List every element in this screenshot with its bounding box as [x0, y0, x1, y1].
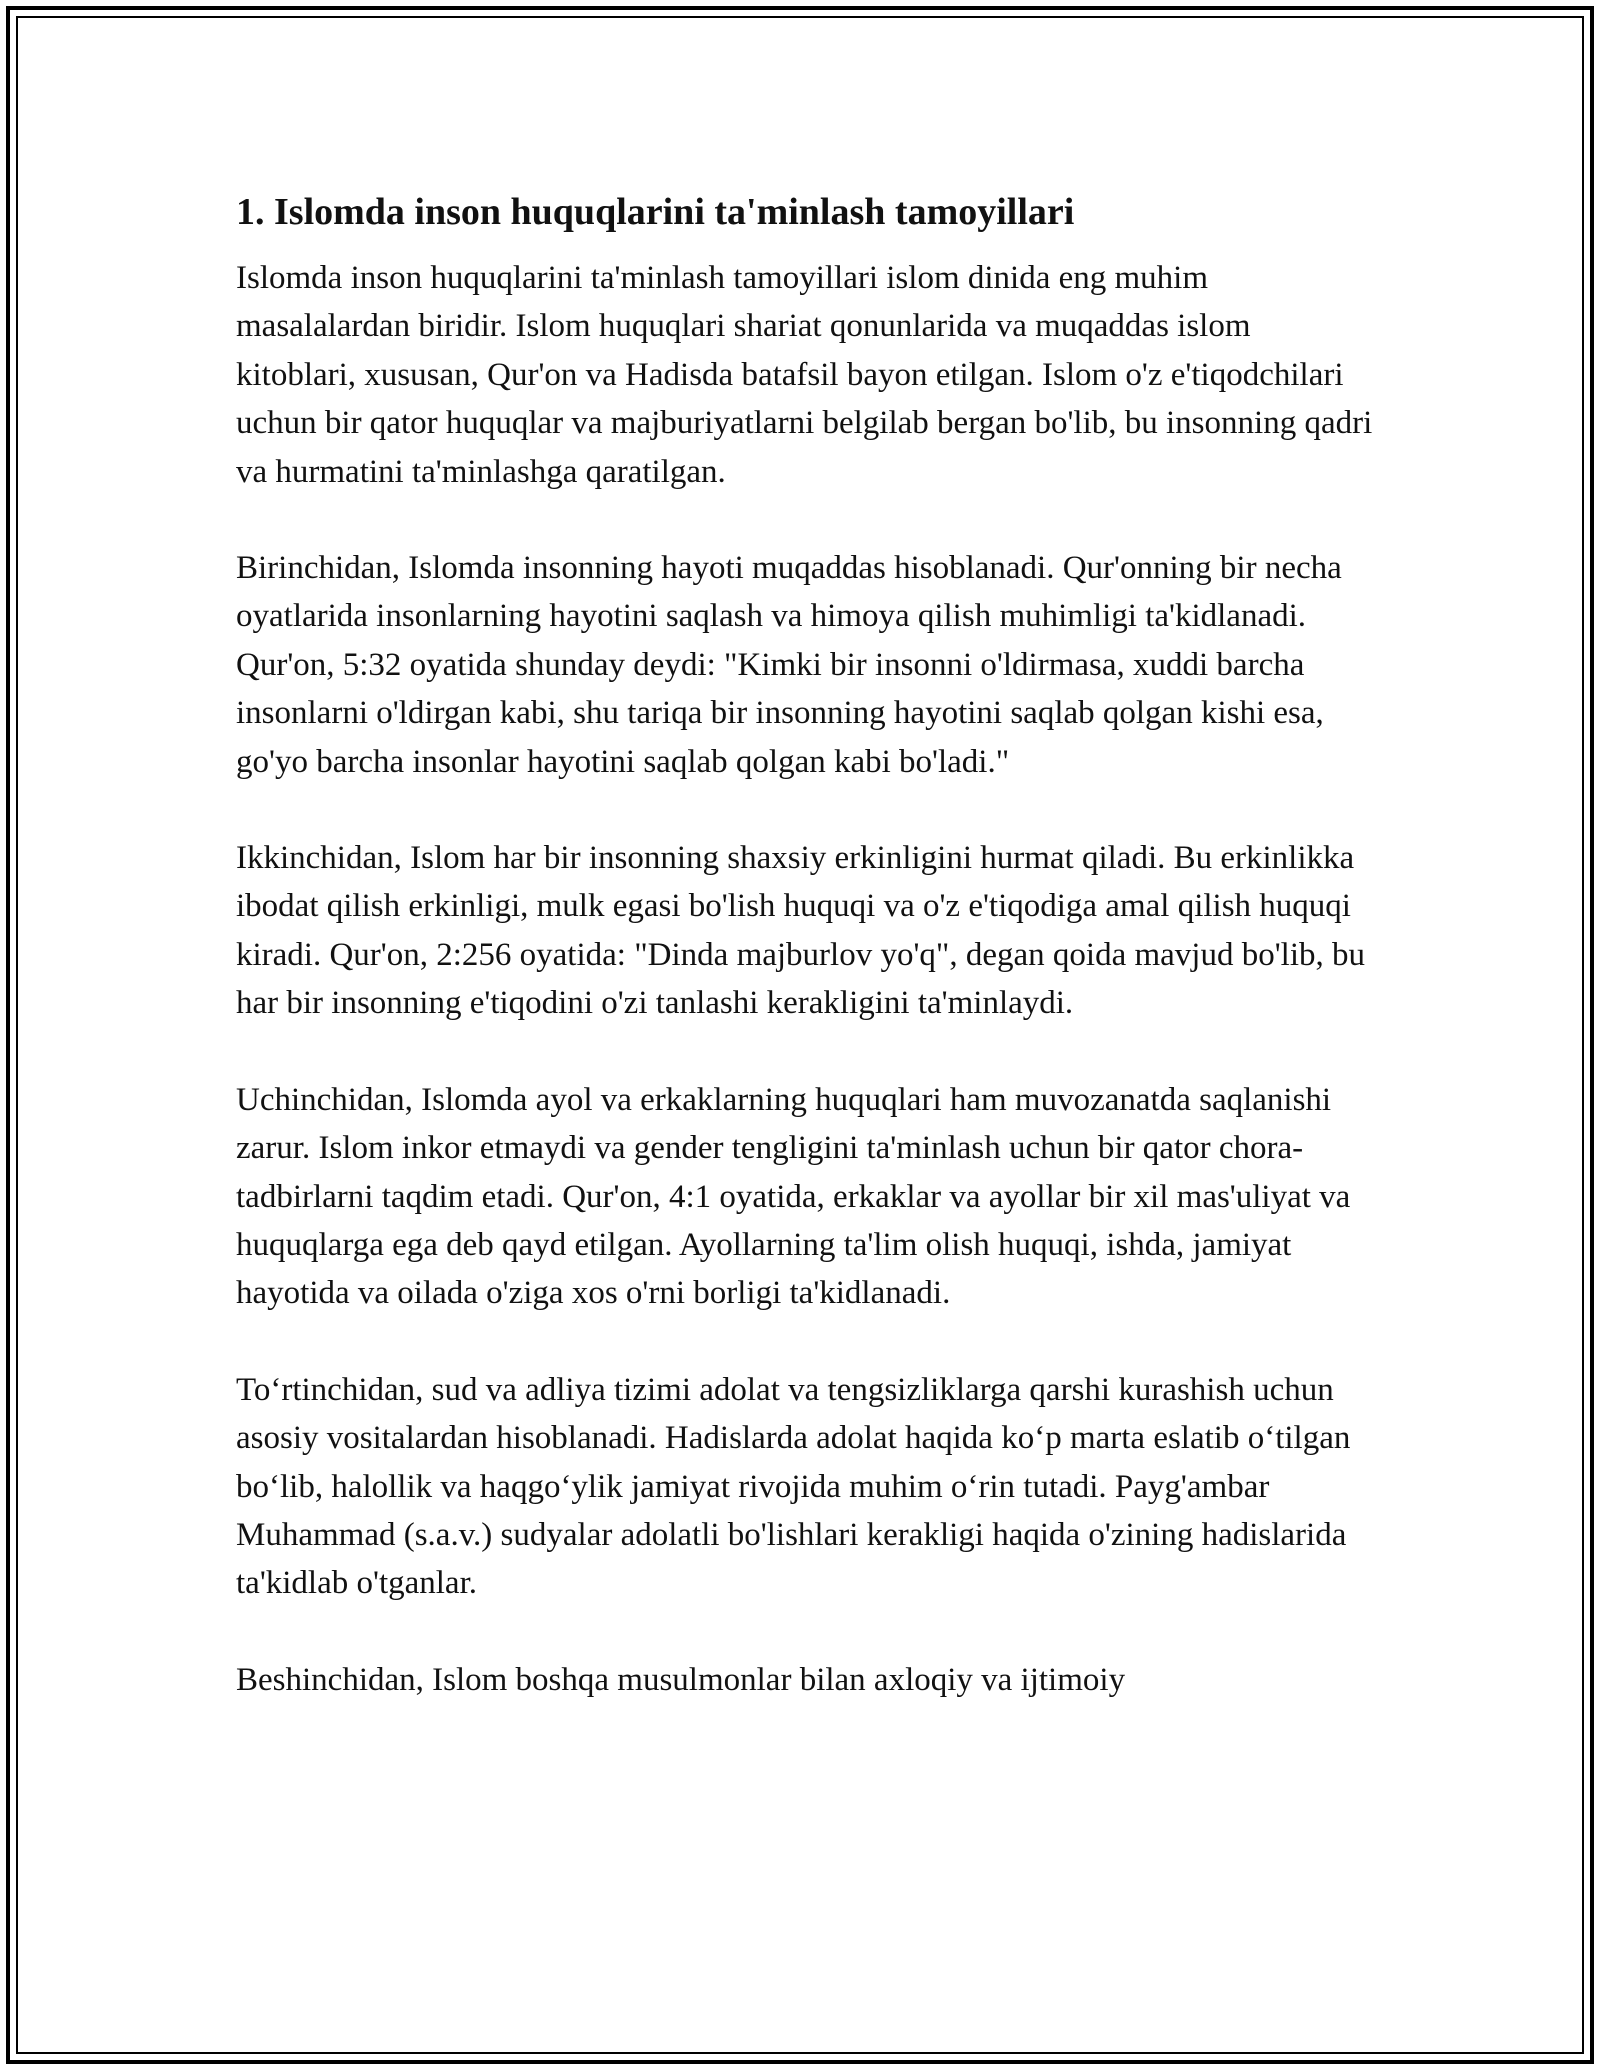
paragraph-third-principle: Uchinchidan, Islomda ayol va erkaklarning huquqlari ham muvozanatda saqlanishi zarur. Islom inkor etmaydi va gender tengligini ta'minlash uchun bir qator chora-tadbirlarni taqdim etadi. Qur'on, 4:1 oyatida, erkaklar va ayollar bir xil mas'uliyat va huquqlarga ega deb qayd etilgan. Ayollarning ta'lim olish huquqi, ishda, jamiyat hayotida va oilada o'ziga xos o'rni borligi ta'kidlanadi.	[236, 1081, 1351, 1312]
paragraph-second-principle: Ikkinchidan, Islom har bir insonning shaxsiy erkinligini hurmat qiladi. Bu erkinlikka ibodat qilish erkinligi, mulk egasi bo'lish huquqi va o'z e'tiqodiga amal qilish huquqi kiradi. Qur'on, 2:256 oyatida: "Dinda majburlov yo'q", degan qoida mavjud bo'lib, bu har bir insonning e'tiqodini o'zi tanlashi kerakligini ta'minlaydi.	[236, 840, 1366, 1022]
paragraph-intro: Islomda inson huquqlarini ta'minlash tamoyillari islom dinida eng muhim masalalardan biridir. Islom huquqlari shariat qonunlarida va muqaddas islom kitoblari, xususan, Qur'on va Hadisda batafsil bayon etilgan. Islom o'z e'tiqodchilari uchun bir qator huquqlar va majburiyatlarni belgilab bergan bo'lib, bu insonning qadri va hurmatini ta'minlashga qaratilgan.	[236, 260, 1373, 490]
paragraph-fourth-principle: To‘rtinchidan, sud va adliya tizimi adolat va tengsizliklarga qarshi kurashish uchun asosiy vositalardan hisoblanadi. Hadislarda adolat haqida ko‘p marta eslatib o‘tilgan bo‘lib, halollik va haqgo‘ylik jamiyat rivojida muhim o‘rin tutadi. Payg'ambar Muhammad (s.a.v.) sudyalar adolatli bo'lishlari kerakligi haqida o'zining hadislarida ta'kidlab o'tganlar.	[236, 1371, 1351, 1602]
document-body	[236, 186, 1376, 1752]
paragraph-first-principle: Birinchidan, Islomda insonning hayoti muqaddas hisoblanadi. Qur'onning bir necha oyatlarida insonlarning hayotini saqlash va himoya qilish muhimligi ta'kidlanadi. Qur'on, 5:32 oyatida shunday deydi: "Kimki bir insonni o'ldirmasa, xuddi barcha insonlarni o'ldirgan kabi, shu tariqa bir insonning hayotini saqlab qolgan kishi esa, go'yo barcha insonlar hayotini saqlab qolgan kabi bo'ladi."	[236, 550, 1342, 780]
paragraph-fifth-principle: Beshinchidan, Islom boshqa musulmonlar bilan axloqiy va ijtimoiy	[236, 1661, 1126, 1698]
section-heading: 1. Islomda inson huquqlarini ta'minlash tamoyillari	[236, 191, 1075, 233]
